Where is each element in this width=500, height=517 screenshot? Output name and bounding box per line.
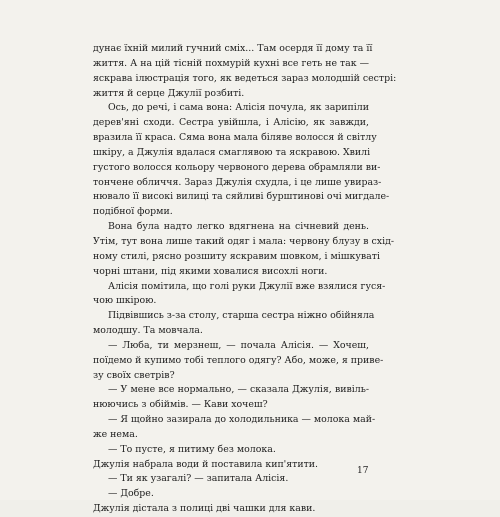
text-line: поїдемо й купимо тобі теплого одягу? Або, може, я приве- (93, 354, 384, 366)
text-line: тончене обличчя. Зараз Джулія схудла, і це лише увираз- (93, 176, 382, 188)
text-line: Ось, до речі, і сама вона: Алісія почула, як зарипіли (108, 102, 369, 114)
text-line: зу своїх светрів? (93, 369, 175, 381)
text-line: молодшу. Та мовчала. (93, 325, 203, 337)
text-line: — Добре. (108, 488, 154, 500)
text-line: — То пусте, я питиму без молока. (108, 443, 276, 455)
text-line: чою шкірою. (93, 295, 157, 307)
text-line: дерев'яні сходи. Сестра увійшла, і Алісію, як завжди, (93, 117, 369, 129)
text-line: же нема. (93, 428, 138, 440)
text-line: вразила її краса. Сяма вона мала біляве волосся й світлу (93, 132, 377, 144)
text-line: густого волосся кольору червоного дерева обрамляли ви- (93, 161, 381, 173)
text-line: Вона була надто легко вдягнена на січневий день. (108, 221, 369, 233)
text-line: — Я щойно зазирала до холодильника — молока май- (108, 414, 376, 426)
text-line: ному стилі, рясно розшиту яскравим шовком, і мішкуваті (93, 250, 380, 262)
text-line: чорні штани, під якими ховалися висохлі ноги. (93, 265, 328, 277)
text-line: Утім, тут вона лише такий одяг і мала: червону блузу в схід- (93, 235, 395, 247)
text-line: — Ти як узагалі? — запитала Алісія. (108, 473, 289, 485)
text-line: Алісія помітила, що голі руки Джулії вже взялися гуся- (108, 280, 386, 292)
text-line: життя. А на цій тісній похмурій кухні все геть не так — (93, 57, 369, 69)
body-text (93, 42, 397, 517)
text-line: життя й серце Джулії розбиті. (93, 87, 245, 99)
text-line: — У мене все нормально, — сказала Джулія, вивіль- (108, 384, 369, 396)
page-number: 17 (357, 466, 369, 476)
text-line: нювало її високі вилиці та сяйливі бурштинові очі мигдале- (93, 191, 390, 203)
text-line: шкіру, а Джулія вдалася смаглявою та яскравою. Хвилі (93, 146, 371, 158)
text-line: дунає їхній милий гучний сміх... Там осердя її дому та її (93, 43, 373, 54)
text-line: Джулія дістала з полиці дві чашки для кави. (93, 503, 316, 515)
text-line: Підвівшись з-за столу, старша сестра ніжно обійняла (108, 310, 375, 322)
text-line: яскрава ілюстрація того, як ведеться зараз молодшій сестрі: (93, 72, 397, 84)
text-line: — Люба, ти мерзнеш, — почала Алісія. — Хочеш, (108, 339, 369, 351)
text-line: нюючись з обіймів. — Кави хочеш? (93, 399, 268, 411)
text-line: подібної форми. (93, 206, 173, 218)
text-line: Джулія набрала води й поставила кип'ятити. (93, 458, 319, 470)
